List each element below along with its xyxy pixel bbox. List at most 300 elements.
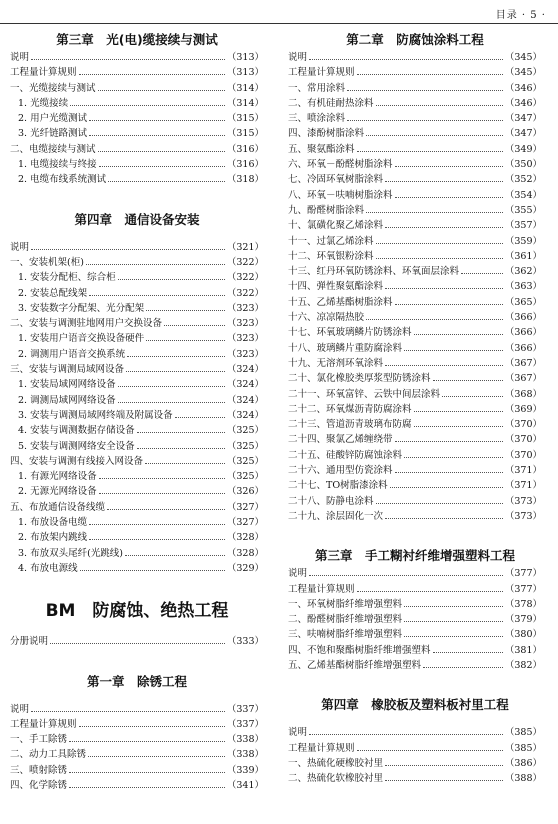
toc-entry[interactable] [10, 142, 264, 157]
toc-entry-page: （337） [226, 703, 264, 715]
dot-leader [86, 255, 225, 265]
dot-leader [99, 157, 225, 167]
toc-entry-page: （324） [226, 379, 264, 391]
chapter-title: 第三章 光(电)缆接续与测试 [56, 32, 218, 47]
spacer [10, 692, 264, 702]
dot-leader [175, 408, 225, 418]
toc-entry-page: （349） [504, 143, 542, 155]
toc-entry-page: （325） [226, 440, 264, 452]
toc-entry[interactable] [288, 387, 542, 402]
toc-entry-title: 2. 调测用户语音交换系统 [18, 348, 126, 360]
toc-entry-page: （367） [504, 357, 542, 369]
toc-entry-page: （377） [504, 568, 542, 580]
toc-entry-title: 1. 布放设备电缆 [18, 517, 88, 529]
toc-entry-page: （346） [504, 82, 542, 94]
dot-leader [118, 393, 225, 403]
dot-leader [50, 634, 225, 644]
toc-entry[interactable] [288, 463, 542, 478]
spacer [10, 624, 264, 634]
toc-entry[interactable] [288, 50, 542, 65]
toc-entry-page: （359） [504, 235, 542, 247]
toc-entry-page: （380） [504, 629, 542, 641]
toc-entry-page: （347） [504, 128, 542, 140]
toc-entry-page: （366） [504, 327, 542, 339]
toc-entry-title: 十三、红丹环氧防锈涂料、环氧面层涂料 [288, 266, 460, 278]
toc-entry[interactable] [10, 362, 264, 377]
dot-leader [79, 65, 225, 75]
chapter-title: 第二章 防腐蚀涂料工程 [346, 32, 484, 47]
toc-entry-page: （369） [504, 403, 542, 415]
dot-leader [433, 643, 503, 653]
chapter-title: 第三章 手工糊衬纤维增强塑料工程 [314, 548, 515, 564]
dot-leader [385, 756, 503, 766]
toc-entry-title: 说明 [10, 703, 30, 715]
toc-entry[interactable] [10, 423, 264, 438]
dot-leader [70, 96, 225, 106]
spacer [10, 188, 264, 210]
toc-entry-page: （355） [504, 204, 542, 216]
toc-entry-page: （346） [504, 97, 542, 109]
toc-entry-page: （366） [504, 312, 542, 324]
toc-entry-title: 五、布放通信设备线缆 [10, 501, 106, 513]
toc-entry[interactable] [288, 509, 542, 524]
toc-entry-title: 1. 电缆接续与终接 [18, 159, 97, 171]
toc-entry[interactable] [10, 484, 264, 499]
dot-leader [99, 469, 225, 479]
toc-entry-title: 二十九、涂层固化一次 [288, 510, 384, 522]
toc-entry-title: 工程量计算规则 [288, 67, 355, 79]
spacer [10, 576, 264, 598]
toc-entry-title: 3. 安装数字分配架、光分配架 [18, 302, 145, 314]
toc-entry-title: 十六、凉凉隔热胶 [288, 312, 365, 324]
dot-leader [126, 362, 225, 372]
toc-entry-title: 1. 安装用户语音交换设备硬件 [18, 333, 145, 345]
dot-leader [404, 341, 503, 351]
toc-entry[interactable] [10, 347, 264, 362]
toc-entry-page: （337） [226, 718, 264, 730]
toc-entry-page: （324） [226, 409, 264, 421]
toc-entry[interactable] [10, 778, 264, 793]
toc-entry-page: （370） [504, 419, 542, 431]
dot-leader [404, 627, 503, 637]
dot-leader [357, 65, 503, 75]
toc-entry-title: 二十七、TO树脂漆涂料 [288, 480, 388, 492]
toc-entry[interactable] [10, 50, 264, 65]
toc-entry-title: 2. 调测局域网网络设备 [18, 394, 116, 406]
toc-entry[interactable] [10, 439, 264, 454]
toc-entry[interactable] [288, 111, 542, 126]
toc-entry[interactable] [288, 218, 542, 233]
toc-entry-title: 十五、乙烯基酯树脂涂料 [288, 296, 393, 308]
dot-leader [89, 286, 225, 296]
toc-entry[interactable] [288, 234, 542, 249]
toc-entry-title: 工程量计算规则 [10, 718, 77, 730]
toc-entry[interactable] [10, 316, 264, 331]
toc-entry-title: 十九、无溶剂环氧涂料 [288, 357, 384, 369]
toc-entry-page: （322） [226, 256, 264, 268]
toc-entry-title: 2. 用户光缆测试 [18, 113, 88, 125]
toc-entry-page: （363） [504, 281, 542, 293]
toc-entry-page: （350） [504, 159, 542, 171]
dot-leader [395, 188, 503, 198]
spacer [10, 230, 264, 240]
toc-entry[interactable] [10, 530, 264, 545]
toc-entry[interactable] [10, 747, 264, 762]
dot-leader [125, 546, 225, 556]
toc-entry[interactable] [288, 478, 542, 493]
toc-entry-title: 八、环氧－呋喃树脂涂料 [288, 189, 393, 201]
toc-entry-page: （382） [504, 659, 542, 671]
toc-entry[interactable] [288, 356, 542, 371]
toc-entry-page: （314） [226, 82, 264, 94]
dot-leader [118, 270, 225, 280]
dot-leader [80, 561, 225, 571]
dot-leader [89, 530, 225, 540]
dot-leader [31, 240, 225, 250]
toc-entry-title: 二十五、硅酸锌防腐蚀涂料 [288, 449, 403, 461]
toc-entry-page: （327） [226, 501, 264, 513]
toc-entry[interactable] [288, 310, 542, 325]
toc-entry-title: 四、漆酚树脂涂料 [288, 128, 365, 140]
toc-entry-page: （328） [226, 547, 264, 559]
toc-entry-page: （377） [504, 583, 542, 595]
toc-entry-page: （381） [504, 644, 542, 656]
toc-entry[interactable] [10, 96, 264, 111]
toc-entry-title: 4. 布放电源线 [18, 562, 78, 574]
header-rule [0, 23, 558, 24]
toc-entry[interactable] [288, 402, 542, 417]
toc-entry[interactable] [10, 702, 264, 717]
toc-entry[interactable] [10, 255, 264, 270]
dot-leader [433, 371, 503, 381]
dot-leader [385, 509, 503, 519]
toc-entry-title: 1. 有源光网络设备 [18, 471, 97, 483]
toc-entry-page: （325） [226, 471, 264, 483]
toc-left-column [10, 30, 264, 793]
toc-entry-title: 十八、玻璃鳞片重防腐涂料 [288, 342, 403, 354]
toc-right-column [288, 30, 542, 786]
toc-entry-page: （371） [504, 480, 542, 492]
toc-entry-page: （322） [226, 272, 264, 284]
dot-leader [385, 771, 503, 781]
toc-entry[interactable] [288, 96, 542, 111]
toc-entry[interactable] [10, 331, 264, 346]
toc-entry[interactable] [288, 643, 542, 658]
dot-leader [404, 612, 503, 622]
toc-entry-page: （385） [504, 742, 542, 754]
chapter-title: 第四章 通信设备安装 [74, 211, 200, 227]
toc-entry-title: 四、不饱和聚酯树脂纤维增强塑料 [288, 644, 431, 656]
toc-entry-page: （318） [226, 174, 264, 186]
toc-entry-title: 一、热硫化硬橡胶衬里 [288, 757, 384, 769]
toc-entry-page: （368） [504, 388, 542, 400]
toc-entry-title: 5. 安装与调测网络安全设备 [18, 440, 135, 452]
dot-leader [376, 96, 503, 106]
toc-entry-page: （373） [504, 495, 542, 507]
toc-entry-page: （338） [226, 734, 264, 746]
dot-leader [137, 423, 225, 433]
toc-entry-title: 3. 布放双头尾纤(光跳线) [18, 547, 123, 559]
dot-leader [107, 500, 225, 510]
toc-entry-page: （352） [504, 174, 542, 186]
toc-entry-page: （366） [504, 342, 542, 354]
toc-entry-title: 二、动力工具除锈 [10, 749, 87, 761]
toc-entry-page: （367） [504, 373, 542, 385]
toc-entry[interactable] [288, 725, 542, 740]
toc-entry-title: 二十二、环氧煤沥青防腐涂料 [288, 403, 412, 415]
toc-entry[interactable] [288, 279, 542, 294]
toc-entry-title: 二、安装与调测驻地网用户交换设备 [10, 318, 163, 330]
toc-entry-title: 说明 [10, 241, 30, 253]
running-header: 目录 · 5 · [495, 10, 546, 21]
dot-leader [376, 249, 503, 259]
toc-entry[interactable] [288, 81, 542, 96]
toc-entry[interactable] [288, 341, 542, 356]
toc-entry[interactable] [10, 172, 264, 187]
dot-leader [404, 597, 503, 607]
toc-entry-title: 四、化学除锈 [10, 779, 68, 791]
dot-leader [31, 702, 225, 712]
toc-entry[interactable] [10, 469, 264, 484]
toc-entry-page: （365） [504, 296, 542, 308]
toc-entry-page: （357） [504, 220, 542, 232]
dot-leader [347, 81, 503, 91]
toc-entry-title: 工程量计算规则 [288, 583, 355, 595]
spacer [288, 524, 542, 546]
toc-entry[interactable] [10, 126, 264, 141]
dot-leader [385, 279, 503, 289]
toc-entry[interactable] [10, 763, 264, 778]
toc-entry[interactable] [288, 295, 542, 310]
dot-leader [442, 387, 503, 397]
toc-entry-page: （325） [226, 455, 264, 467]
toc-entry[interactable] [288, 371, 542, 386]
toc-entry[interactable] [288, 142, 542, 157]
toc-entry-page: （341） [226, 779, 264, 791]
toc-entry-page: （361） [504, 250, 542, 262]
dot-leader [366, 310, 503, 320]
toc-entry-title: 说明 [288, 568, 308, 580]
toc-entry[interactable] [10, 286, 264, 301]
toc-entry-page: （345） [504, 67, 542, 79]
toc-entry-title: 2. 电缆布线系统测试 [18, 174, 107, 186]
toc-entry-title: 六、环氧－酚醛树脂涂料 [288, 159, 393, 171]
toc-entry-title: 一、手工除锈 [10, 734, 68, 746]
toc-entry-page: （322） [226, 287, 264, 299]
toc-entry-page: （371） [504, 465, 542, 477]
dot-leader [137, 439, 225, 449]
toc-entry[interactable] [10, 65, 264, 80]
toc-entry[interactable] [288, 203, 542, 218]
dot-leader [89, 515, 225, 525]
dot-leader [390, 478, 503, 488]
toc-entry-page: （347） [504, 113, 542, 125]
toc-entry-title: 十、氯磺化聚乙烯涂料 [288, 220, 384, 232]
dot-leader [461, 264, 503, 274]
toc-entry[interactable] [10, 81, 264, 96]
toc-entry[interactable] [288, 627, 542, 642]
toc-entry[interactable] [10, 408, 264, 423]
toc-entry-page: （370） [504, 434, 542, 446]
toc-entry-page: （323） [226, 302, 264, 314]
toc-entry[interactable] [10, 111, 264, 126]
toc-entry[interactable] [288, 658, 542, 673]
toc-entry-title: 分册说明 [10, 636, 49, 648]
toc-entry[interactable] [288, 264, 542, 279]
dot-leader [395, 432, 503, 442]
toc-entry[interactable] [288, 325, 542, 340]
toc-entry[interactable] [288, 448, 542, 463]
dot-leader [395, 295, 503, 305]
toc-entry-title: 二、热硫化软橡胶衬里 [288, 773, 384, 785]
dot-leader [385, 218, 503, 228]
toc-entry[interactable] [10, 393, 264, 408]
toc-entry-title: 三、呋喃树脂纤维增强塑料 [288, 629, 403, 641]
toc-entry[interactable] [288, 188, 542, 203]
toc-entry[interactable] [10, 561, 264, 576]
dot-leader [69, 763, 225, 773]
toc-entry[interactable] [10, 270, 264, 285]
toc-entry-page: （323） [226, 348, 264, 360]
spacer [288, 673, 542, 695]
dot-leader [118, 377, 225, 387]
toc-entry-title: 十一、过氯乙烯涂料 [288, 235, 374, 247]
toc-entry-page: （314） [226, 97, 264, 109]
toc-entry[interactable] [10, 377, 264, 392]
toc-entry-title: 二十八、防静电涂料 [288, 495, 374, 507]
dot-leader [366, 126, 503, 136]
toc-entry[interactable] [288, 741, 542, 756]
toc-entry[interactable] [10, 240, 264, 255]
toc-entry-title: 说明 [288, 727, 308, 739]
dot-leader [31, 50, 225, 60]
toc-entry[interactable] [288, 756, 542, 771]
toc-entry-title: 三、喷射除锈 [10, 764, 68, 776]
dot-leader [145, 454, 225, 464]
toc-entry[interactable] [288, 566, 542, 581]
toc-entry-title: 二十四、聚氯乙烯缠绕带 [288, 434, 393, 446]
toc-entry-title: 2. 布放架内跳线 [18, 532, 88, 544]
toc-entry-title: 四、安装与调测有线接入网设备 [10, 455, 144, 467]
dot-leader [414, 402, 503, 412]
toc-entry-page: （339） [226, 764, 264, 776]
toc-entry-title: 七、冷固环氧树脂涂料 [288, 174, 384, 186]
dot-leader [385, 172, 503, 182]
dot-leader [69, 732, 225, 742]
dot-leader [79, 717, 225, 727]
toc-entry[interactable] [288, 157, 542, 172]
toc-entry[interactable] [10, 732, 264, 747]
toc-entry-page: （327） [226, 517, 264, 529]
dot-leader [366, 203, 503, 213]
dot-leader [309, 566, 503, 576]
dot-leader [423, 658, 503, 668]
dot-leader [357, 741, 503, 751]
toc-entry-title: 2. 无源光网络设备 [18, 486, 97, 498]
chapter-title: 第四章 橡胶板及塑料板衬里工程 [321, 697, 509, 713]
toc-entry[interactable] [288, 494, 542, 509]
toc-entry-title: 二、酚醛树脂纤维增强塑料 [288, 614, 403, 626]
toc-entry-page: （315） [226, 128, 264, 140]
toc-entry-title: 1. 安装分配柜、综合柜 [18, 272, 116, 284]
toc-entry[interactable] [10, 454, 264, 469]
toc-entry[interactable] [10, 301, 264, 316]
toc-entry-page: （354） [504, 189, 542, 201]
dot-leader [385, 356, 503, 366]
dot-leader [99, 484, 225, 494]
toc-entry[interactable] [288, 65, 542, 80]
toc-entry-title: 二、有机硅耐热涂料 [288, 97, 374, 109]
toc-entry-page: （373） [504, 510, 542, 522]
toc-entry[interactable] [10, 717, 264, 732]
toc-entry-title: 二十三、管道沥青玻璃布防腐 [288, 419, 412, 431]
toc-entry[interactable] [10, 515, 264, 530]
toc-entry[interactable] [288, 771, 542, 786]
dot-leader [357, 582, 503, 592]
part-title: BM 防腐蚀、绝热工程 [45, 601, 229, 622]
dot-leader [414, 417, 503, 427]
toc-entry-page: （315） [226, 113, 264, 125]
toc-entry-title: 二、电缆接续与测试 [10, 143, 96, 155]
toc-entry-page: （386） [504, 757, 542, 769]
toc-entry-title: 二十、氯化橡胶类厚浆型防锈涂料 [288, 373, 431, 385]
toc-entry[interactable] [288, 249, 542, 264]
toc-entry[interactable] [288, 432, 542, 447]
toc-entry-title: 九、酚醛树脂涂料 [288, 204, 365, 216]
dot-leader [164, 316, 225, 326]
toc-entry[interactable] [10, 546, 264, 561]
dot-leader [108, 172, 225, 182]
toc-entry-title: 3. 光纤链路测试 [18, 128, 88, 140]
toc-entry-title: 4. 安装与调测数据存储设备 [18, 425, 135, 437]
toc-entry-page: （345） [504, 52, 542, 63]
toc-entry-page: （323） [226, 333, 264, 345]
dot-leader [347, 111, 503, 121]
toc-entry-page: （385） [504, 727, 542, 739]
toc-entry-title: 三、安装与调测局域网设备 [10, 364, 125, 376]
toc-entry-title: 十二、环氧银粉涂料 [288, 250, 374, 262]
toc-entry-title: 1. 安装局域网网络设备 [18, 379, 116, 391]
chapter-title: 第一章 除锈工程 [86, 673, 187, 689]
toc-entry-title: 十七、环氧玻璃鳞片防锈涂料 [288, 327, 412, 339]
toc-entry[interactable] [10, 157, 264, 172]
toc-entry-page: （333） [226, 636, 264, 648]
toc-entry-page: （362） [504, 266, 542, 278]
toc-entry-title: 1. 光缆接续 [18, 97, 69, 109]
toc-entry-page: （325） [226, 425, 264, 437]
toc-entry-page: （316） [226, 159, 264, 171]
dot-leader [146, 301, 225, 311]
toc-entry[interactable] [288, 597, 542, 612]
toc-entry[interactable] [10, 500, 264, 515]
toc-entry-page: （323） [226, 318, 264, 330]
dot-leader [376, 494, 503, 504]
toc-entry-page: （324） [226, 364, 264, 376]
toc-entry[interactable] [288, 612, 542, 627]
dot-leader [395, 157, 503, 167]
toc-entry-title: 二十一、环氧富锌、云铁中间层涂料 [288, 388, 441, 400]
toc-entry-title: 工程量计算规则 [10, 67, 77, 79]
dot-leader [146, 331, 225, 341]
spacer [288, 715, 542, 725]
toc-entry[interactable] [288, 417, 542, 432]
toc-entry[interactable] [288, 126, 542, 141]
dot-leader [376, 234, 503, 244]
toc-entry[interactable] [288, 172, 542, 187]
toc-entry[interactable] [288, 582, 542, 597]
toc-entry[interactable] [10, 634, 264, 649]
dot-leader [69, 778, 225, 788]
